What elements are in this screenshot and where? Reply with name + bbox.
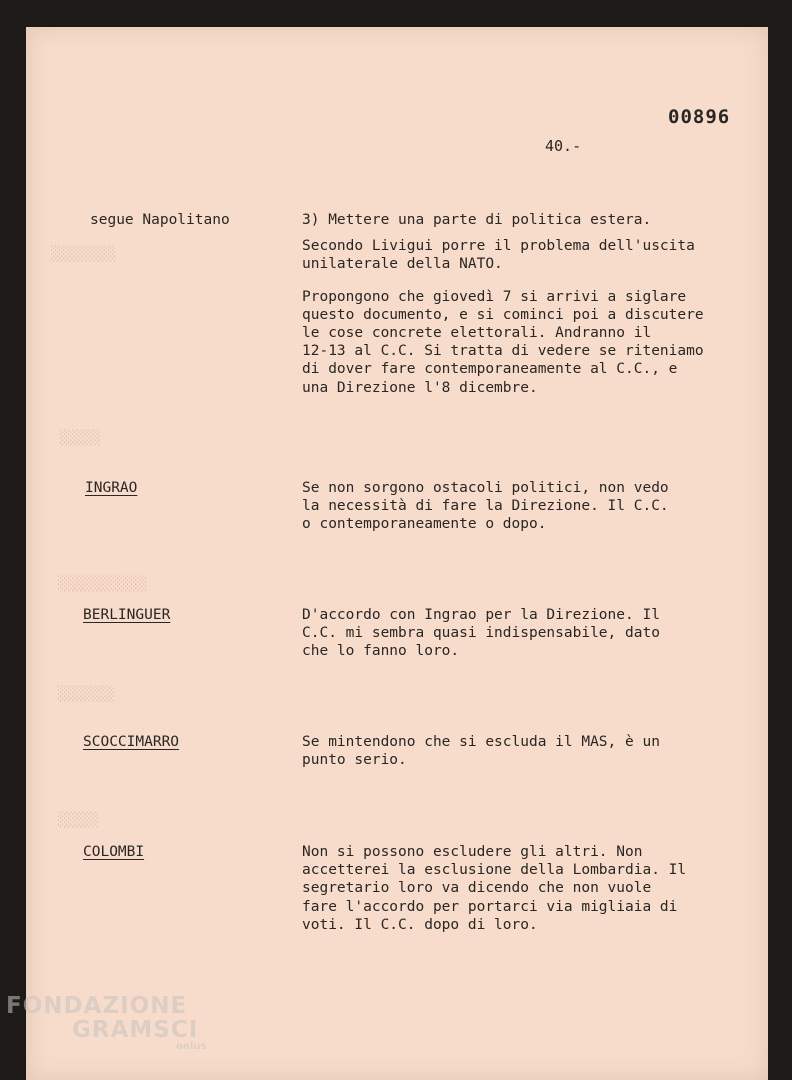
speech-block-colombi <box>302 843 742 950</box>
speaker-label-colombi: COLOMBI <box>83 844 145 860</box>
speech-paragraph: Secondo Livigui porre il problema dell'uscita unilaterale della NATO. <box>302 238 695 273</box>
speech-paragraph: Propongono che giovedì 7 si arrivi a siglare questo documento, e si cominci poi a discutere le cose concrete elettorali. Andranno il 12-13 al C.C. Si tratta di vedere se riteniamo di dover fare contemporaneamente al C.C., e una Direzione l'8 dicembre. <box>302 288 704 396</box>
speech-block-berlinguer <box>302 606 742 677</box>
speech-paragraph: Se mintendono che si escluda il MAS, è un punto serio. <box>302 734 660 769</box>
speech-block-napolitano <box>302 211 742 413</box>
document-number: 00896 <box>668 106 731 128</box>
speech-paragraph: Non si possono escludere gli altri. Non accetterei la esclusione della Lombardia. Il segretario loro va dicendo che non vuole fare l'accordo per portarci via migliaia di voti. Il C.C. dopo di loro. <box>302 844 687 933</box>
speech-block-ingrao <box>302 479 742 550</box>
watermark-line-3: onlus <box>176 1041 207 1052</box>
speech-paragraph: 3) Mettere una parte di politica estera. <box>302 212 652 228</box>
speaker-label-scoccimarro: SCOCCIMARRO <box>83 734 180 750</box>
speaker-label-ingrao: INGRAO <box>85 480 138 496</box>
speech-block-scoccimarro <box>302 733 742 785</box>
page-number: 40.- <box>545 137 582 155</box>
speech-paragraph: Se non sorgono ostacoli politici, non vedo la necessità di fare la Direzione. Il C.C. o contemporaneamente o dopo. <box>302 480 669 533</box>
speaker-label-napolitano: segue Napolitano <box>90 212 230 228</box>
watermark-line-2: GRAMSCI <box>72 1017 199 1043</box>
archive-watermark <box>6 993 207 1052</box>
speech-paragraph: D'accordo con Ingrao per la Direzione. Il C.C. mi sembra quasi indispensabile, dato che lo fanno loro. <box>302 607 660 660</box>
watermark-line-1: FONDAZIONE <box>6 993 188 1019</box>
speaker-label-berlinguer: BERLINGUER <box>83 607 171 623</box>
